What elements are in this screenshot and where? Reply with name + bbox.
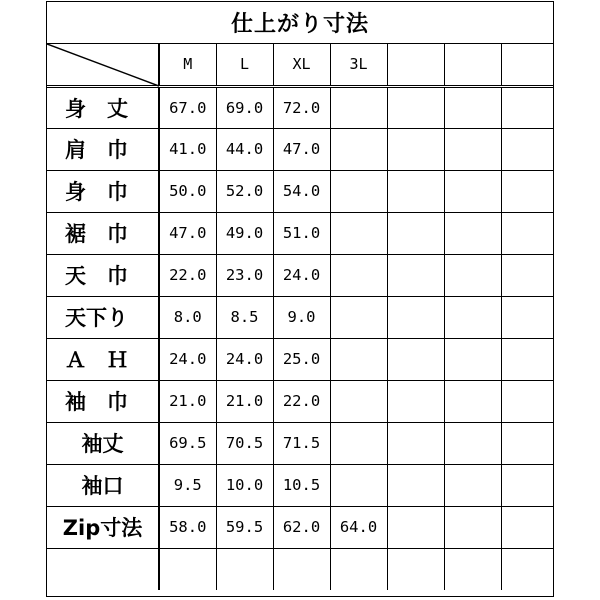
measurement-label: Zip寸法 — [47, 506, 159, 548]
measurement-row — [47, 422, 553, 464]
measurement-value: 24.0 — [273, 254, 330, 296]
measurement-value — [444, 170, 501, 212]
measurement-value: 8.0 — [159, 296, 216, 338]
measurement-value: 62.0 — [273, 506, 330, 548]
measurement-value: 25.0 — [273, 338, 330, 380]
measurement-value — [444, 212, 501, 254]
measurement-label — [47, 548, 159, 590]
measurement-value: 21.0 — [216, 380, 273, 422]
measurement-value: 22.0 — [159, 254, 216, 296]
measurement-value — [330, 296, 387, 338]
size-header-cell — [444, 44, 501, 86]
measurement-value — [330, 254, 387, 296]
measurement-row — [47, 338, 553, 380]
measurement-value — [330, 170, 387, 212]
measurement-value — [444, 296, 501, 338]
measurement-value: 64.0 — [330, 506, 387, 548]
measurement-row — [47, 464, 553, 506]
measurement-value — [387, 548, 444, 590]
measurement-value — [330, 338, 387, 380]
measurement-row — [47, 254, 553, 296]
measurement-value — [387, 254, 444, 296]
measurement-value: 10.5 — [273, 464, 330, 506]
measurement-value: 22.0 — [273, 380, 330, 422]
measurement-value: 59.5 — [216, 506, 273, 548]
measurement-value — [330, 212, 387, 254]
measurement-value: 52.0 — [216, 170, 273, 212]
measurement-value — [444, 548, 501, 590]
measurement-value — [444, 86, 501, 128]
measurement-row — [47, 506, 553, 548]
measurement-label: 裾 巾 — [47, 212, 159, 254]
measurement-value — [330, 422, 387, 464]
measurement-value — [501, 254, 553, 296]
measurement-value — [501, 170, 553, 212]
measurement-value: 44.0 — [216, 128, 273, 170]
measurement-value — [387, 86, 444, 128]
measurement-value — [273, 548, 330, 590]
measurement-value — [387, 338, 444, 380]
measurement-value: 41.0 — [159, 128, 216, 170]
size-header-cell: L — [216, 44, 273, 86]
size-header-cell: 3L — [330, 44, 387, 86]
measurement-value: 8.5 — [216, 296, 273, 338]
measurement-value — [501, 380, 553, 422]
measurement-value: 24.0 — [216, 338, 273, 380]
measurement-value: 71.5 — [273, 422, 330, 464]
measurement-value: 69.0 — [216, 86, 273, 128]
size-header-cell: M — [159, 44, 216, 86]
measurement-value: 47.0 — [159, 212, 216, 254]
size-table — [47, 44, 553, 590]
measurement-value — [444, 464, 501, 506]
measurement-value: 70.5 — [216, 422, 273, 464]
measurement-value — [330, 380, 387, 422]
measurement-value — [501, 464, 553, 506]
measurement-value — [330, 464, 387, 506]
measurement-value — [501, 128, 553, 170]
measurement-label: 肩 巾 — [47, 128, 159, 170]
header-row — [47, 44, 553, 86]
measurement-row — [47, 296, 553, 338]
measurement-value: 9.0 — [273, 296, 330, 338]
size-header-cell — [387, 44, 444, 86]
measurement-value — [501, 506, 553, 548]
size-header-cell — [501, 44, 553, 86]
measurement-value — [387, 212, 444, 254]
measurement-value — [387, 128, 444, 170]
measurement-value — [330, 128, 387, 170]
measurement-value: 50.0 — [159, 170, 216, 212]
measurement-row — [47, 212, 553, 254]
size-header-cell: XL — [273, 44, 330, 86]
measurement-value — [216, 548, 273, 590]
diagonal-line — [47, 44, 159, 89]
measurement-value: 10.0 — [216, 464, 273, 506]
measurement-label: 袖 巾 — [47, 380, 159, 422]
size-chart — [46, 1, 554, 597]
measurement-value — [330, 548, 387, 590]
measurement-label: 身 丈 — [47, 86, 159, 128]
measurement-label: Ａ Ｈ — [47, 338, 159, 380]
measurement-value — [330, 86, 387, 128]
measurement-label: 天下り — [47, 296, 159, 338]
measurement-row — [47, 548, 553, 590]
measurement-value — [387, 506, 444, 548]
measurement-row — [47, 128, 553, 170]
measurement-value — [501, 422, 553, 464]
measurement-row — [47, 170, 553, 212]
measurement-row — [47, 380, 553, 422]
measurement-value — [387, 380, 444, 422]
measurement-value — [444, 254, 501, 296]
measurement-value — [159, 548, 216, 590]
measurement-row — [47, 86, 553, 128]
measurement-value: 49.0 — [216, 212, 273, 254]
measurement-value — [444, 128, 501, 170]
measurement-value — [387, 422, 444, 464]
measurement-value: 23.0 — [216, 254, 273, 296]
measurement-value: 54.0 — [273, 170, 330, 212]
measurement-value: 9.5 — [159, 464, 216, 506]
measurement-label: 袖口 — [47, 464, 159, 506]
measurement-value — [501, 296, 553, 338]
measurement-value — [444, 422, 501, 464]
measurement-label: 身 巾 — [47, 170, 159, 212]
measurement-value — [387, 296, 444, 338]
measurement-value: 51.0 — [273, 212, 330, 254]
measurement-value — [444, 380, 501, 422]
measurement-value — [501, 548, 553, 590]
corner-diagonal-cell — [47, 44, 159, 86]
measurement-value — [387, 170, 444, 212]
measurement-value: 24.0 — [159, 338, 216, 380]
measurement-value: 21.0 — [159, 380, 216, 422]
measurement-value: 47.0 — [273, 128, 330, 170]
measurement-value: 58.0 — [159, 506, 216, 548]
measurement-value — [501, 338, 553, 380]
measurement-value — [444, 506, 501, 548]
measurement-value — [501, 212, 553, 254]
measurement-label: 袖丈 — [47, 422, 159, 464]
measurement-value: 69.5 — [159, 422, 216, 464]
measurement-value: 67.0 — [159, 86, 216, 128]
measurement-value: 72.0 — [273, 86, 330, 128]
measurement-value — [387, 464, 444, 506]
measurement-value — [501, 86, 553, 128]
chart-title: 仕上がり寸法 — [47, 2, 553, 44]
measurement-value — [444, 338, 501, 380]
measurement-label: 天 巾 — [47, 254, 159, 296]
